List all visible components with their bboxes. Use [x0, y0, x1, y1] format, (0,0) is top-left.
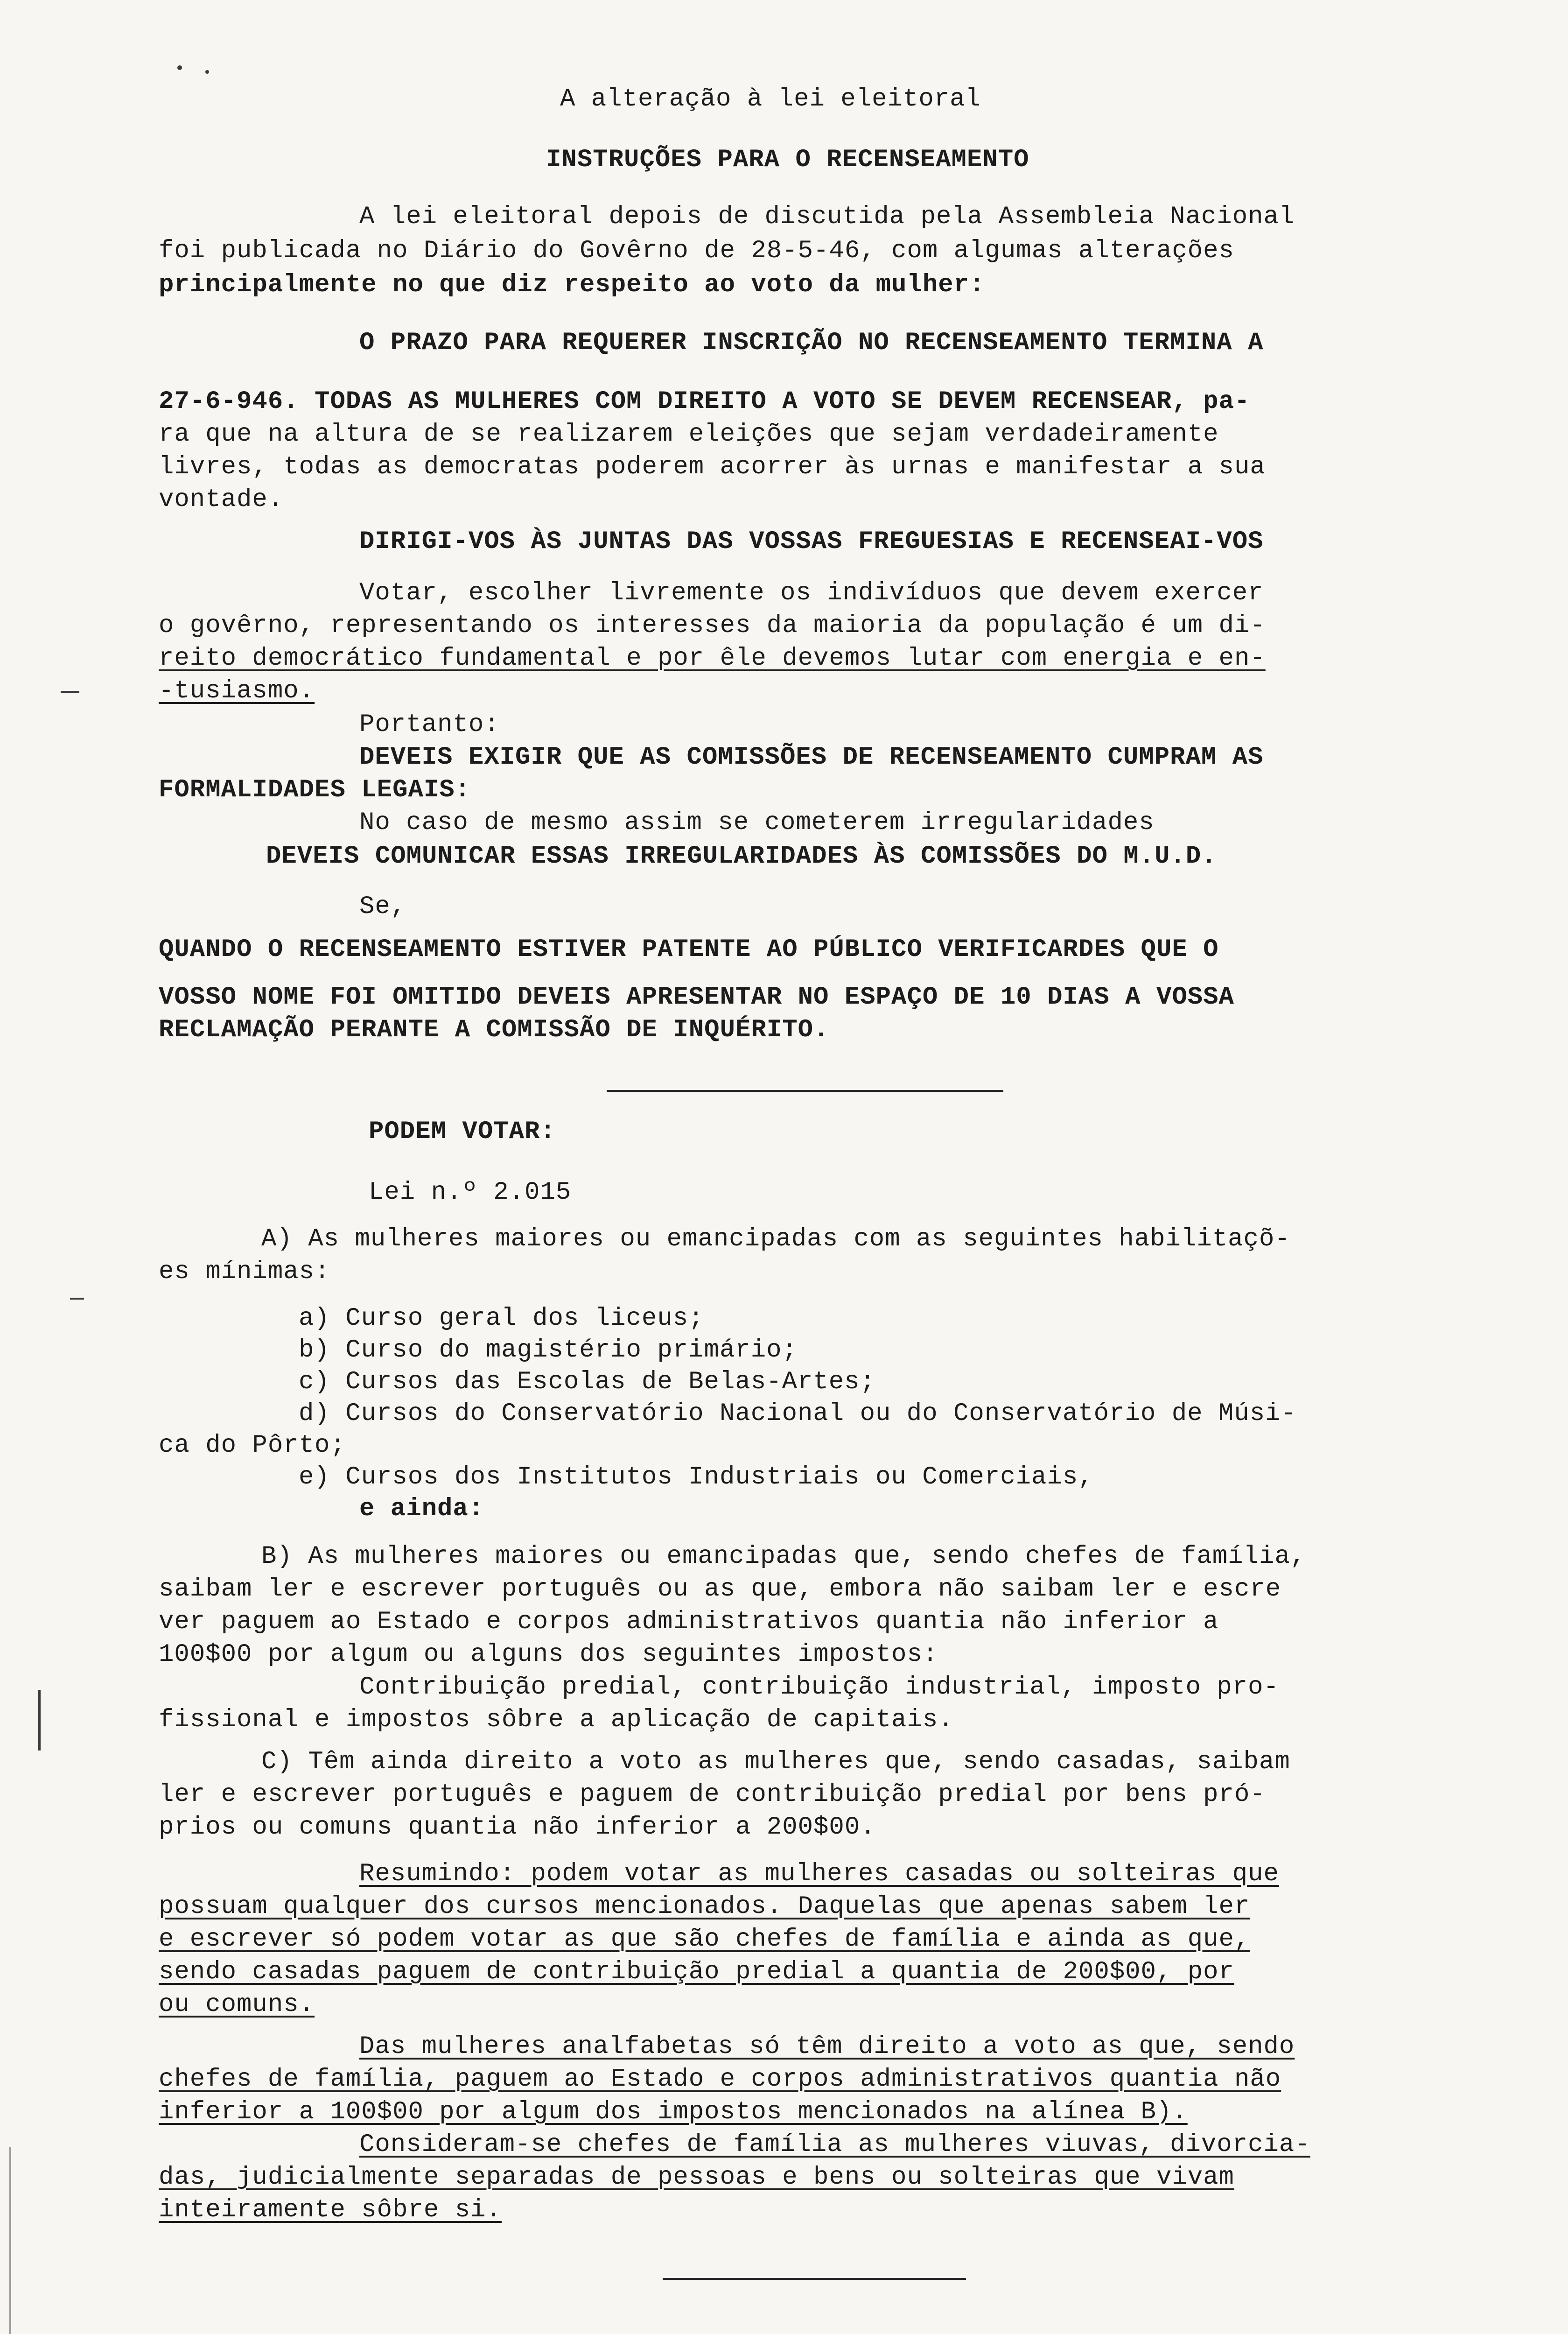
exigir-line: FORMALIDADES LEGAIS: [159, 776, 471, 804]
c-line: C) Têm ainda direito a voto as mulheres que, sendo casadas, saibam [261, 1748, 1290, 1776]
document-subtitle: INSTRUÇÕES PARA O RECENSEAMENTO [546, 146, 1029, 174]
quando-line: VOSSO NOME FOI OMITIDO DEVEIS APRESENTAR NO ESPAÇO DE 10 DIAS A VOSSA [159, 983, 1234, 1012]
scan-speck [205, 70, 209, 74]
vote-line: Votar, escolher livremente os indivíduos que devem exercer [359, 579, 1264, 607]
b-line: ver paguem ao Estado e corpos administrativos quantia não inferior a [159, 1608, 1219, 1636]
intro-line: A lei eleitoral depois de discutida pela Assembleia Nacional [359, 203, 1295, 231]
b-line: 100$00 por algum ou alguns dos seguintes impostos: [159, 1640, 938, 1669]
b-line: saibam ler e escrever português ou as que, embora não saibam ler e escre [159, 1575, 1281, 1603]
consideram-line: inteiramente sôbre si. [159, 2196, 502, 2224]
a-intro-line: A) As mulheres maiores ou emancipadas com as seguintes habilitaçõ- [261, 1225, 1290, 1253]
no-caso-line: No caso de mesmo assim se cometerem irregularidades [359, 808, 1155, 837]
a-list-item: d) Cursos do Conservatório Nacional ou do Conservatório de Músi- [299, 1399, 1296, 1428]
quando-line: QUANDO O RECENSEAMENTO ESTIVER PATENTE AO PÚBLICO VERIFICARDES QUE O [159, 935, 1219, 964]
deadline-line: vontade. [159, 485, 284, 514]
c-line: prios ou comuns quantia não inferior a 200$00. [159, 1813, 876, 1842]
deadline-line: livres, todas as democratas poderem acorrer às urnas e manifestar a sua [159, 453, 1266, 481]
analfabetas-line: chefes de família, paguem ao Estado e corpos administrativos quantia não [159, 2065, 1281, 2094]
scan-edge [9, 2147, 11, 2334]
a-list-item: e ainda: [359, 1495, 484, 1523]
a-list-item: c) Cursos das Escolas de Belas-Artes; [299, 1368, 875, 1396]
a-list-item: e) Cursos dos Institutos Industriais ou Comerciais, [299, 1463, 1094, 1491]
analfabetas-line: inferior a 100$00 por algum dos impostos mencionados na alínea B). [159, 2098, 1188, 2126]
vote-line: o govêrno, representando os interesses da maioria da população é um di- [159, 612, 1266, 640]
comunicar-line: DEVEIS COMUNICAR ESSAS IRREGULARIDADES ÀS COMISSÕES DO M.U.D. [266, 842, 1217, 871]
end-divider [663, 2278, 966, 2280]
analfabetas-line: Das mulheres analfabetas só têm direito a voto as que, sendo [359, 2032, 1295, 2061]
c-line: ler e escrever português e paguem de contribuição predial por bens pró- [159, 1780, 1266, 1809]
intro-line: foi publicada no Diário do Govêrno de 28-5-46, com algumas alterações [159, 237, 1234, 265]
lei-number: Lei n.º 2.015 [369, 1178, 572, 1207]
intro-line: principalmente no que diz respeito ao voto da mulher: [159, 271, 985, 299]
consideram-line: das, judicialmente separadas de pessoas e bens ou solteiras que vivam [159, 2163, 1234, 2192]
resumindo-line: sendo casadas paguem de contribuição predial a quantia de 200$00, por [159, 1958, 1234, 1986]
margin-mark [38, 1690, 41, 1750]
a-list-item: a) Curso geral dos liceus; [299, 1304, 704, 1333]
b-line: fissional e impostos sôbre a aplicação de capitais. [159, 1706, 954, 1734]
resumindo-line: e escrever só podem votar as que são chefes de família e ainda as que, [159, 1925, 1250, 1954]
margin-mark [61, 691, 79, 693]
deadline-line: O PRAZO PARA REQUERER INSCRIÇÃO NO RECENSEAMENTO TERMINA A [359, 329, 1264, 357]
a-intro-line: es mínimas: [159, 1258, 330, 1286]
margin-mark [70, 1298, 84, 1300]
consideram-line: Consideram-se chefes de família as mulheres viuvas, divorcia- [359, 2130, 1310, 2159]
scan-speck [177, 65, 182, 70]
a-list-item: ca do Pôrto; [159, 1431, 346, 1460]
resumindo-line: ou comuns. [159, 1990, 315, 2019]
vote-line: -tusiasmo. [159, 677, 315, 705]
quando-line: RECLAMAÇÃO PERANTE A COMISSÃO DE INQUÉRITO. [159, 1016, 829, 1044]
se-label: Se, [359, 893, 406, 921]
exigir-line: DEVEIS EXIGIR QUE AS COMISSÕES DE RECENSEAMENTO CUMPRAM AS [359, 743, 1264, 772]
portanto-label: Portanto: [359, 710, 500, 739]
a-list-item: b) Curso do magistério primário; [299, 1336, 798, 1364]
document-title: A alteração à lei eleitoral [560, 85, 981, 113]
section-divider [607, 1090, 1003, 1092]
resumindo-line: Resumindo: podem votar as mulheres casadas ou solteiras que [359, 1860, 1279, 1888]
vote-line: reito democrático fundamental e por êle devemos lutar com energia e en- [159, 644, 1266, 673]
b-line: B) As mulheres maiores ou emancipadas que, sendo chefes de família, [261, 1542, 1306, 1571]
deadline-line: 27-6-946. TODAS AS MULHERES COM DIREITO A VOTO SE DEVEM RECENSEAR, pa- [159, 387, 1250, 416]
b-line: Contribuição predial, contribuição industrial, imposto pro- [359, 1673, 1279, 1701]
deadline-line: ra que na altura de se realizarem eleições que sejam verdadeiramente [159, 420, 1219, 449]
podem-votar-heading: PODEM VOTAR: [369, 1118, 556, 1146]
resumindo-line: possuam qualquer dos cursos mencionados. Daquelas que apenas sabem ler [159, 1892, 1250, 1921]
call-to-action: DIRIGI-VOS ÀS JUNTAS DAS VOSSAS FREGUESIAS E RECENSEAI-VOS [359, 527, 1264, 556]
